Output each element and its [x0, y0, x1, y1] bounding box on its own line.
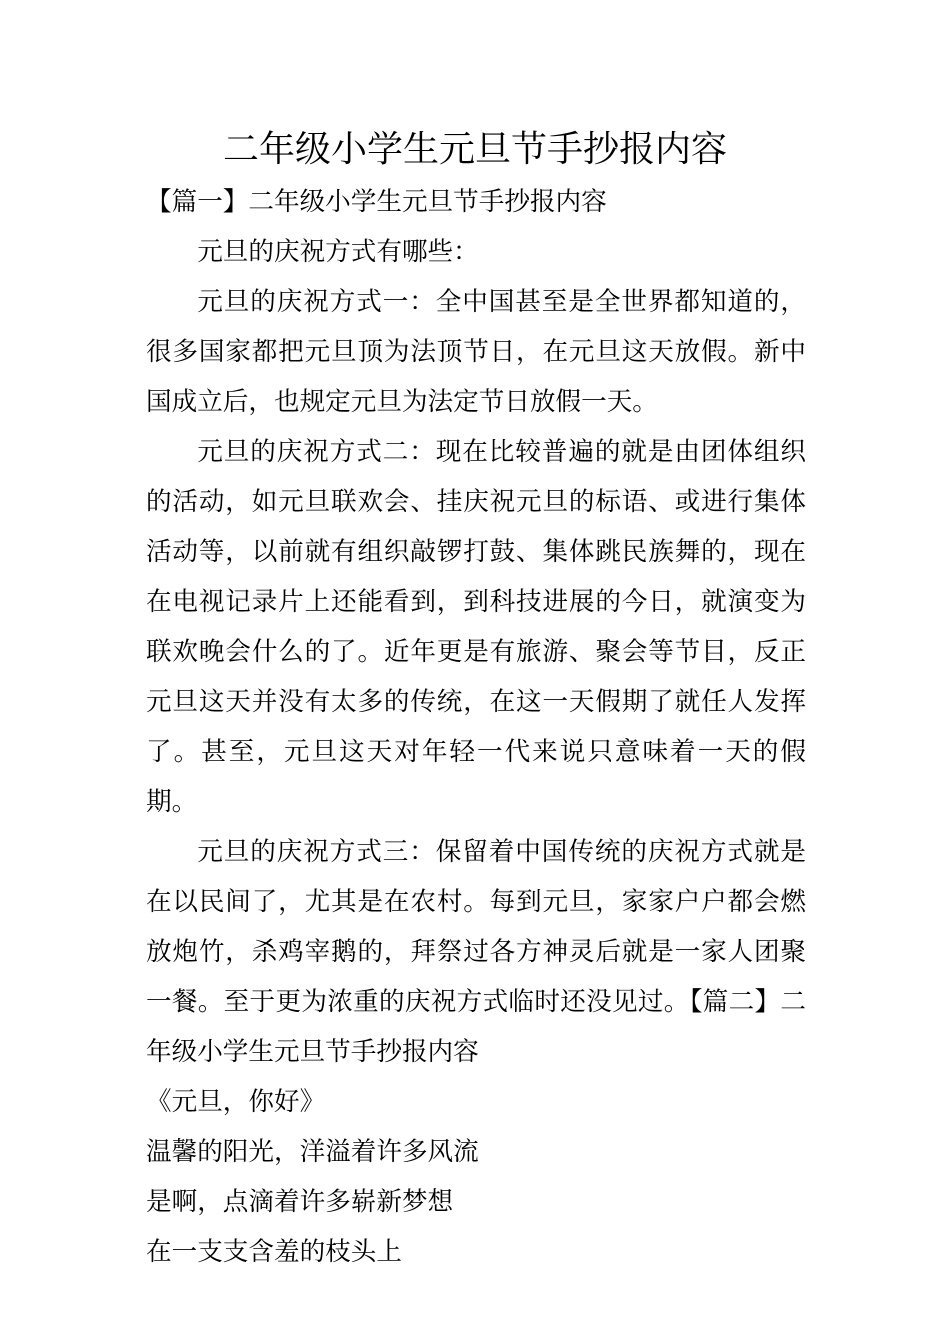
poem-line: 是啊，点滴着许多崭新梦想 [146, 1187, 454, 1217]
poem-line: 温馨的阳光，洋溢着许多风流 [146, 1137, 479, 1167]
document-title: 二年级小学生元旦节手抄报内容 [222, 129, 727, 170]
poem-title: 《元旦，你好》 [146, 1087, 326, 1117]
document-body [146, 177, 806, 1277]
paragraph: 元旦的庆祝方式有哪些： [197, 237, 479, 267]
paragraph: 元旦的庆祝方式二：现在比较普遍的就是由团体组织的活动，如元旦联欢会、挂庆祝元旦的标语、或进行集体活动等，以前就有组织敲锣打鼓、集体跳民族舞的，现在在电视记录片上还能看到，到科技进展的今日，就演变为联欢晚会什么的了。近年更是有旅游、聚会等节目，反正元旦这天并没有太多的传统，在这一天假期了就任人发挥了。甚至，元旦这天对年轻一代来说只意味着一天的假期。 [146, 437, 806, 817]
poem-line: 在一支支含羞的枝头上 [146, 1237, 402, 1267]
paragraph: 元旦的庆祝方式三：保留着中国传统的庆祝方式就是在以民间了，尤其是在农村。每到元旦，家家户户都会燃放炮竹，杀鸡宰鹅的，拜祭过各方神灵后就是一家人团聚一餐。至于更为浓重的庆祝方式临时还没见过。【篇二】二年级小学生元旦节手抄报内容 [146, 837, 806, 1067]
section-heading: 【篇一】二年级小学生元旦节手抄报内容 [146, 187, 607, 217]
paragraph: 元旦的庆祝方式一：全中国甚至是全世界都知道的，很多国家都把元旦顶为法顶节日，在元旦这天放假。新中国成立后，也规定元旦为法定节日放假一天。 [146, 287, 806, 417]
